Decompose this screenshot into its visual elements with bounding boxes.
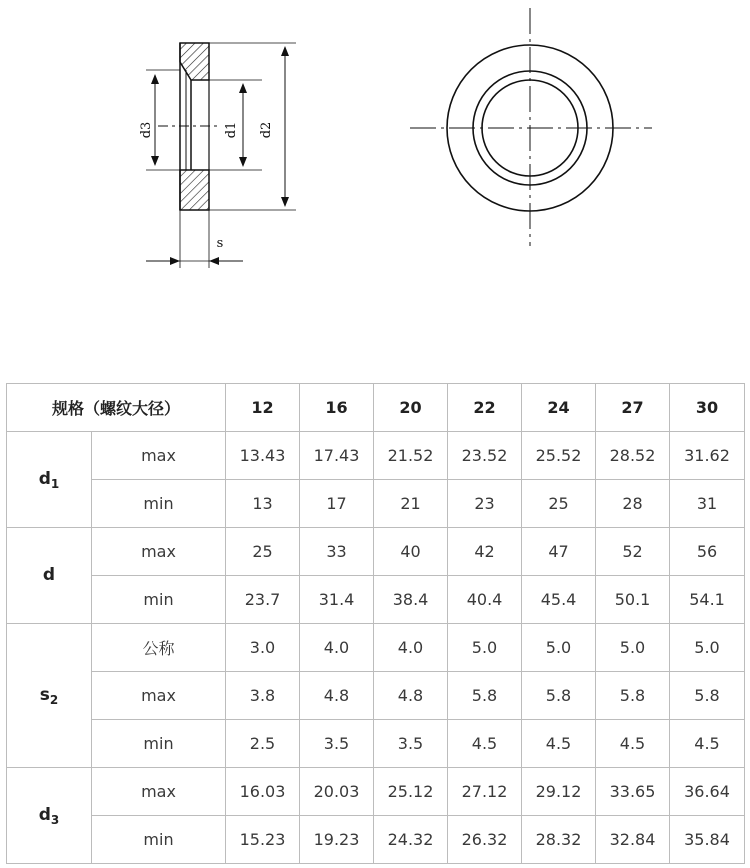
value-cell: 4.5 [670,720,745,768]
row-label-cell: max [92,768,226,816]
value-cell: 42 [448,528,522,576]
value-cell: 23 [448,480,522,528]
row-label-cell: max [92,432,226,480]
section-top-hatch [180,43,209,80]
value-cell: 54.1 [670,576,745,624]
value-cell: 25.52 [522,432,596,480]
value-cell: 4.5 [448,720,522,768]
parameter-name-cell [7,768,92,864]
table-row [7,528,745,576]
washer-technical-drawing [0,0,750,300]
parameter-symbol: d [38,804,51,825]
value-cell: 3.5 [374,720,448,768]
value-cell: 31 [670,480,745,528]
value-cell: 47 [522,528,596,576]
value-cell: 15.23 [226,816,300,864]
parameter-symbol: d [42,564,56,585]
value-cell: 24.32 [374,816,448,864]
value-cell: 13 [226,480,300,528]
value-cell: 40.4 [448,576,522,624]
value-cell: 38.4 [374,576,448,624]
row-label-cell: 公称 [92,624,226,672]
parameter-symbol: s [39,684,50,705]
table-row [7,432,745,480]
value-cell: 21.52 [374,432,448,480]
parameter-name-cell [7,528,92,624]
table-row [7,672,745,720]
section-bottom-hatch [180,170,209,210]
table-row [7,816,745,864]
value-cell: 4.0 [300,624,374,672]
value-cell: 33.65 [596,768,670,816]
parameter-subscript: 3 [50,812,60,827]
value-cell: 52 [596,528,670,576]
row-label-cell: max [92,528,226,576]
value-cell: 19.23 [300,816,374,864]
spec-header-label: 规格（螺纹大径） [7,384,226,432]
value-cell: 28.32 [522,816,596,864]
value-cell: 25 [226,528,300,576]
parameter-name-cell [7,432,92,528]
row-label-cell: min [92,720,226,768]
d2-label: d2 [259,121,274,139]
value-cell: 5.0 [670,624,745,672]
value-cell: 16.03 [226,768,300,816]
value-cell: 5.8 [596,672,670,720]
row-label-cell: min [92,816,226,864]
value-cell: 31.62 [670,432,745,480]
value-cell: 3.5 [300,720,374,768]
value-cell: 33 [300,528,374,576]
value-cell: 21 [374,480,448,528]
value-cell: 32.84 [596,816,670,864]
table-row [7,768,745,816]
value-cell: 20.03 [300,768,374,816]
row-label-cell: max [92,672,226,720]
value-cell: 4.8 [374,672,448,720]
value-cell: 4.5 [522,720,596,768]
size-header-cell: 24 [522,384,596,432]
value-cell: 5.0 [596,624,670,672]
parameter-name-cell [7,624,92,768]
value-cell: 35.84 [670,816,745,864]
value-cell: 25 [522,480,596,528]
value-cell: 17.43 [300,432,374,480]
value-cell: 31.4 [300,576,374,624]
parameter-symbol: d [38,468,51,489]
size-header-cell: 27 [596,384,670,432]
value-cell: 3.8 [226,672,300,720]
s-label: s [216,236,224,251]
value-cell: 23.52 [448,432,522,480]
value-cell: 17 [300,480,374,528]
value-cell: 5.8 [522,672,596,720]
value-cell: 26.32 [448,816,522,864]
section-view [139,43,296,268]
size-header-cell: 12 [226,384,300,432]
d3-label: d3 [139,121,154,139]
size-header-cell: 22 [448,384,522,432]
value-cell: 4.5 [596,720,670,768]
value-cell: 56 [670,528,745,576]
table-row [7,576,745,624]
value-cell: 36.64 [670,768,745,816]
value-cell: 2.5 [226,720,300,768]
size-header-cell: 30 [670,384,745,432]
row-label-cell: min [92,576,226,624]
value-cell: 4.8 [300,672,374,720]
value-cell: 23.7 [226,576,300,624]
value-cell: 28.52 [596,432,670,480]
table-row [7,624,745,672]
value-cell: 5.8 [448,672,522,720]
row-label-cell: min [92,480,226,528]
value-cell: 29.12 [522,768,596,816]
parameter-subscript: 1 [50,476,60,491]
value-cell: 5.0 [448,624,522,672]
size-header-cell: 16 [300,384,374,432]
washer-spec-table [6,383,745,864]
value-cell: 4.0 [374,624,448,672]
value-cell: 3.0 [226,624,300,672]
front-view [410,8,652,246]
value-cell: 5.0 [522,624,596,672]
value-cell: 27.12 [448,768,522,816]
size-header-cell: 20 [374,384,448,432]
value-cell: 40 [374,528,448,576]
table-row [7,480,745,528]
value-cell: 45.4 [522,576,596,624]
parameter-subscript: 2 [49,692,59,707]
header-row [7,384,745,432]
value-cell: 13.43 [226,432,300,480]
value-cell: 28 [596,480,670,528]
value-cell: 25.12 [374,768,448,816]
d1-label: d1 [224,121,239,139]
value-cell: 50.1 [596,576,670,624]
table-row [7,720,745,768]
value-cell: 5.8 [670,672,745,720]
